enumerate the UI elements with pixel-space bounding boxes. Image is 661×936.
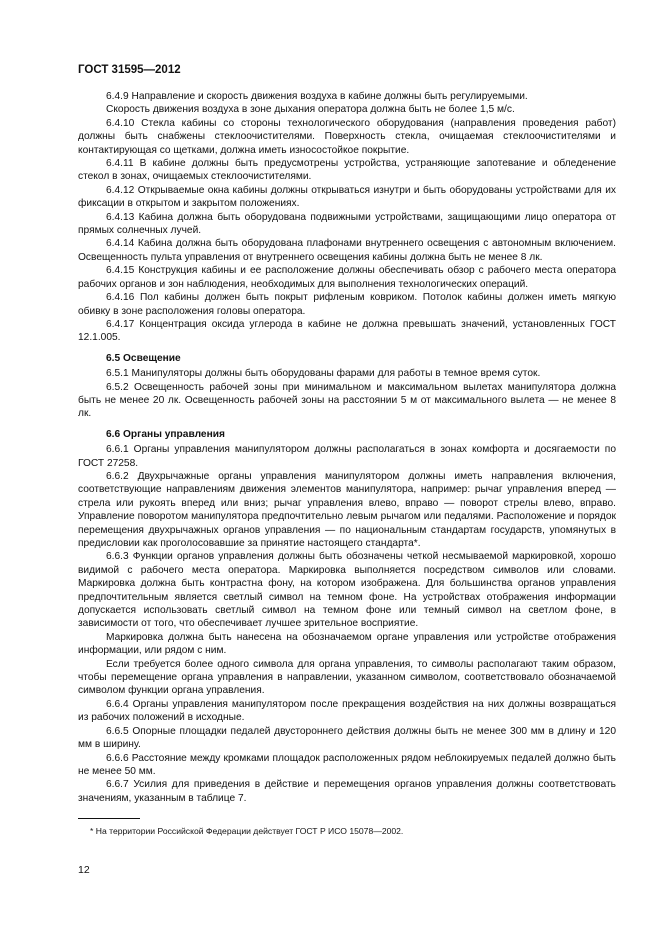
paragraph-6-5-1: 6.5.1 Манипуляторы должны быть оборудованы фарами для работы в темное время суток. xyxy=(106,368,541,380)
paragraph-6-4-9: 6.4.9 Направление и скорость движения воздуха в кабине должны быть регулируемыми. xyxy=(106,91,528,102)
section-heading-6-5: 6.5 Освещение xyxy=(106,352,181,364)
paragraph-6-4-10: 6.4.10 Стекла кабины со стороны технологического оборудования (направления проведения работ) должны быть снабжены стеклоочистителями. Поверхность стекла, очищаемая стеклоочистителями и контактирующая со щетками, должна иметь износостойкое покрытие. xyxy=(78,117,616,156)
paragraph-6-6-7: 6.6.7 Усилия для приведения в действие и перемещения органов управления должны соответствовать значениям, указанным в таблице 7. xyxy=(78,779,616,804)
paragraph-6-6-3-marking: Маркировка должна быть нанесена на обозначаемом органе управления или устройстве отображения информации, или рядом с ним. xyxy=(78,631,616,657)
page-number: 12 xyxy=(78,864,90,876)
paragraph-6-4-11: 6.4.11 В кабине должны быть предусмотрены устройства, устраняющие запотевание и обледенение стекол в зонах, очищаемых стеклоочистителями. xyxy=(78,158,616,183)
document-header: ГОСТ 31595—2012 xyxy=(78,64,181,76)
section-heading-6-6: 6.6 Органы управления xyxy=(106,428,225,440)
paragraph-6-4-14: 6.4.14 Кабина должна быть оборудована плафонами внутреннего освещения с автономным включением. Освещенность пульта управления от внутреннего освещения кабины должна быть не менее 8 лк. xyxy=(78,238,616,263)
footnote-divider xyxy=(78,818,140,819)
paragraph-6-6-1: 6.6.1 Органы управления манипулятором должны располагаться в зонах комфорта и досягаемости по ГОСТ 27258. xyxy=(78,444,616,469)
paragraph-6-6-4: 6.6.4 Органы управления манипулятором после прекращения воздействия на них должны возвращаться из рабочих положений в исходные. xyxy=(78,698,616,724)
paragraph-6-6-5: 6.6.5 Опорные площадки педалей двустороннего действия должны быть не менее 300 мм в длину и 120 мм в ширину. xyxy=(78,725,616,751)
paragraph-6-4-17: 6.4.17 Концентрация оксида углерода в кабине не должна превышать значений, установленных ГОСТ 12.1.005. xyxy=(78,318,616,344)
paragraph-6-6-6: 6.6.6 Расстояние между кромками площадок расположенных рядом неблокируемых педалей должно быть не менее 50 мм. xyxy=(78,752,616,777)
paragraph-6-5-2: 6.5.2 Освещенность рабочей зоны при минимальном и максимальном вылетах манипулятора должна быть не менее 20 лк. Освещенность рабочей зоны на расстоянии 5 м от максимального вылета — не менее 8 лк. xyxy=(78,381,616,420)
paragraph-6-6-3: 6.6.3 Функции органов управления должны быть обозначены четкой несмываемой маркировкой, хорошо видимой с рабочего места оператора. Маркировка выполняется посредством символов или словами. Маркировка должна быть контрастна фону, на котором изображена. Для большинства органов управления предпочтительным является светлый символ на темном фоне. На устройствах отображения информации допускается использовать светлый символ на темном фоне или темный символ на светлом фоне, в зависимости от того, что обеспечивает лучшее зрительное восприятие. xyxy=(78,551,616,630)
footnote: * На территории Российской Федерации действует ГОСТ Р ИСО 15078—2002. xyxy=(90,826,404,836)
paragraph-6-6-2: 6.6.2 Двухрычажные органы управления манипулятором должны иметь направления включения, соответствующие направлениям движения элементов манипулятора, например: рычаг управления вперед — стрела или рукоять вперед или вниз; рычаг управления влево, вправо — поворот стрелы влево, вправо. Управление поворотом манипулятора предпочтительно левым рычагом или педалями. Расположение и порядок перемещения двухрычажных органов управления — по национальным стандартам государств, упомянутых в предисловии как проголосовавшие за принятие настоящего стандарта*. xyxy=(78,470,616,549)
paragraph-6-4-16: 6.4.16 Пол кабины должен быть покрыт рифленым ковриком. Потолок кабины должен иметь мягкую обивку в зоне расположения головы оператора. xyxy=(78,292,616,317)
paragraph-6-4-9-cont: Скорость движения воздуха в зоне дыхания оператора должна быть не более 1,5 м/с. xyxy=(106,104,515,116)
paragraph-6-4-12: 6.4.12 Открываемые окна кабины должны открываться изнутри и быть оборудованы устройствами для их фиксации в открытом и закрытом положениях. xyxy=(78,184,616,210)
paragraph-6-4-15: 6.4.15 Конструкция кабины и ее расположение должны обеспечивать обзор с рабочего места оператора рабочих органов и зон наблюдения, необходимых для выполнения технологических операций. xyxy=(78,265,616,290)
document-body xyxy=(78,90,616,805)
paragraph-6-4-13: 6.4.13 Кабина должна быть оборудована подвижными устройствами, защищающими лицо оператора от прямых солнечных лучей. xyxy=(78,211,616,237)
paragraph-6-6-3-symbols: Если требуется более одного символа для органа управления, то символы располагают таким образом, чтобы перемещение органа управления в направлении, указанном символом, соответствовало обозначаемой символом функции органа управления. xyxy=(78,658,616,697)
